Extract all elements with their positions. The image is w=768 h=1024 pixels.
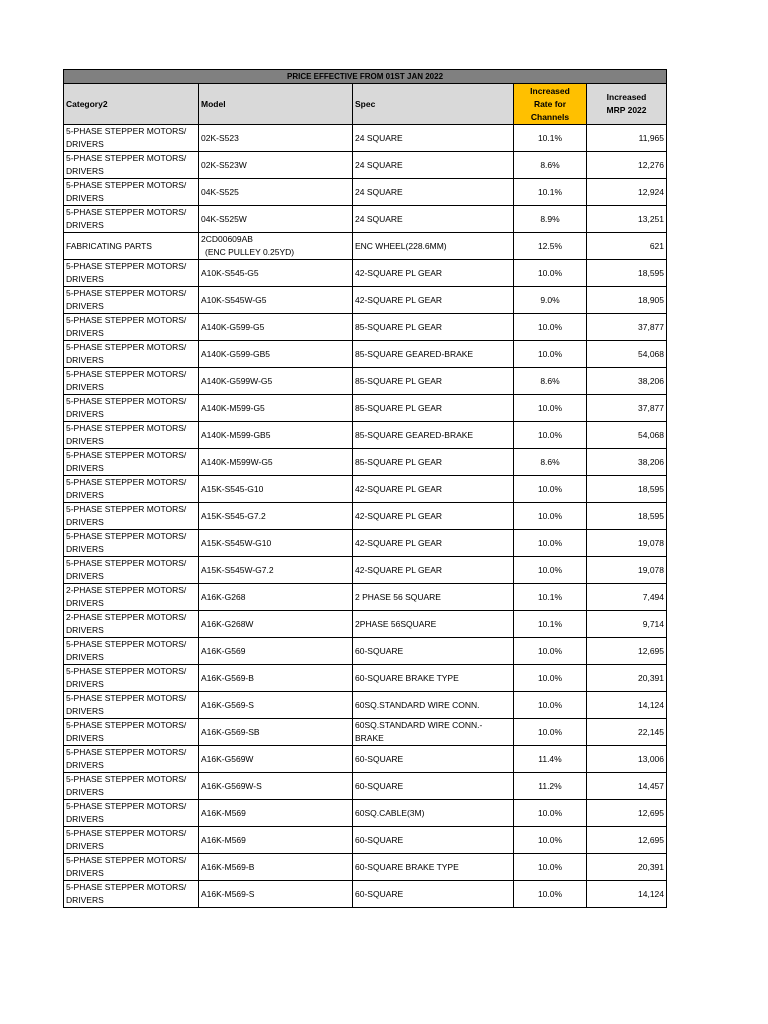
cell-model-text: A16K-M569 bbox=[201, 807, 246, 818]
cell-spec: 42-SQUARE PL GEAR bbox=[353, 557, 514, 584]
cell-rate: 10.0% bbox=[514, 341, 587, 368]
cell-category: 5-PHASE STEPPER MOTORS/ DRIVERS bbox=[64, 827, 199, 854]
cell-model bbox=[199, 179, 353, 206]
table-row bbox=[64, 827, 667, 854]
cell-model-text: A140K-M599W-G5 bbox=[201, 456, 273, 467]
cell-rate: 11.4% bbox=[514, 746, 587, 773]
cell-category: 5-PHASE STEPPER MOTORS/ DRIVERS bbox=[64, 314, 199, 341]
header-rate-line2: Rate for bbox=[533, 98, 567, 109]
cell-category: 5-PHASE STEPPER MOTORS/ DRIVERS bbox=[64, 449, 199, 476]
cell-mrp: 18,905 bbox=[587, 287, 667, 314]
table-row bbox=[64, 368, 667, 395]
table-row bbox=[64, 476, 667, 503]
table-row bbox=[64, 773, 667, 800]
cell-mrp: 22,145 bbox=[587, 719, 667, 746]
cell-spec: 85-SQUARE PL GEAR bbox=[353, 449, 514, 476]
cell-model-sub: (ENC PULLEY 0.25YD) bbox=[205, 247, 295, 257]
cell-spec: 60-SQUARE BRAKE TYPE bbox=[353, 854, 514, 881]
cell-model-text: A140K-M599-G5 bbox=[201, 402, 265, 413]
cell-model-text: A16K-M569-S bbox=[201, 888, 255, 899]
cell-model-text: A16K-M569 bbox=[201, 834, 246, 845]
table-row bbox=[64, 719, 667, 746]
cell-spec: 24 SQUARE bbox=[353, 179, 514, 206]
cell-model bbox=[199, 881, 353, 908]
table-row bbox=[64, 395, 667, 422]
cell-mrp: 54,068 bbox=[587, 422, 667, 449]
cell-mrp: 20,391 bbox=[587, 665, 667, 692]
table-row bbox=[64, 152, 667, 179]
cell-model bbox=[199, 746, 353, 773]
cell-spec: 24 SQUARE bbox=[353, 125, 514, 152]
cell-model bbox=[199, 665, 353, 692]
cell-category: 5-PHASE STEPPER MOTORS/ DRIVERS bbox=[64, 503, 199, 530]
table-row bbox=[64, 233, 667, 260]
cell-mrp: 14,457 bbox=[587, 773, 667, 800]
cell-mrp: 14,124 bbox=[587, 881, 667, 908]
cell-category: 5-PHASE STEPPER MOTORS/ DRIVERS bbox=[64, 557, 199, 584]
cell-mrp: 12,924 bbox=[587, 179, 667, 206]
cell-category: 5-PHASE STEPPER MOTORS/ DRIVERS bbox=[64, 800, 199, 827]
cell-model-text: A16K-G268 bbox=[201, 591, 246, 602]
cell-model-text: A16K-G569W-S bbox=[201, 780, 262, 791]
cell-category: 2-PHASE STEPPER MOTORS/ DRIVERS bbox=[64, 584, 199, 611]
cell-model-text: A15K-S545W-G7.2 bbox=[201, 564, 274, 575]
cell-model bbox=[199, 395, 353, 422]
cell-model-text: A15K-S545-G7.2 bbox=[201, 510, 266, 521]
table-row bbox=[64, 638, 667, 665]
cell-model bbox=[199, 611, 353, 638]
cell-category: 2-PHASE STEPPER MOTORS/ DRIVERS bbox=[64, 611, 199, 638]
cell-model-text: 04K-S525 bbox=[201, 186, 239, 197]
table-row bbox=[64, 665, 667, 692]
table-row bbox=[64, 584, 667, 611]
cell-rate: 10.0% bbox=[514, 638, 587, 665]
cell-category: 5-PHASE STEPPER MOTORS/ DRIVERS bbox=[64, 530, 199, 557]
cell-spec: 85-SQUARE PL GEAR bbox=[353, 368, 514, 395]
table-row bbox=[64, 530, 667, 557]
cell-mrp: 14,124 bbox=[587, 692, 667, 719]
header-increased-rate bbox=[514, 84, 587, 125]
cell-model-text: A16K-G569-S bbox=[201, 699, 254, 710]
cell-model bbox=[199, 152, 353, 179]
cell-mrp: 19,078 bbox=[587, 530, 667, 557]
cell-spec: 2 PHASE 56 SQUARE bbox=[353, 584, 514, 611]
cell-category: 5-PHASE STEPPER MOTORS/ DRIVERS bbox=[64, 719, 199, 746]
cell-category: 5-PHASE STEPPER MOTORS/ DRIVERS bbox=[64, 422, 199, 449]
cell-model bbox=[199, 314, 353, 341]
cell-spec: 60SQ.STANDARD WIRE CONN. bbox=[353, 692, 514, 719]
cell-model bbox=[199, 125, 353, 152]
cell-spec: 24 SQUARE bbox=[353, 206, 514, 233]
cell-rate: 10.0% bbox=[514, 395, 587, 422]
cell-rate: 10.0% bbox=[514, 854, 587, 881]
cell-rate: 10.0% bbox=[514, 260, 587, 287]
cell-model-text: A10K-S545-G5 bbox=[201, 267, 259, 278]
cell-mrp: 7,494 bbox=[587, 584, 667, 611]
cell-category: 5-PHASE STEPPER MOTORS/ DRIVERS bbox=[64, 341, 199, 368]
cell-mrp: 37,877 bbox=[587, 395, 667, 422]
cell-mrp: 13,251 bbox=[587, 206, 667, 233]
cell-mrp: 12,695 bbox=[587, 638, 667, 665]
cell-rate: 10.0% bbox=[514, 530, 587, 557]
cell-model bbox=[199, 233, 353, 260]
table-row bbox=[64, 449, 667, 476]
cell-mrp: 12,695 bbox=[587, 800, 667, 827]
cell-model bbox=[199, 368, 353, 395]
cell-spec: 42-SQUARE PL GEAR bbox=[353, 287, 514, 314]
cell-spec: 60-SQUARE bbox=[353, 773, 514, 800]
cell-category: 5-PHASE STEPPER MOTORS/ DRIVERS bbox=[64, 152, 199, 179]
cell-model-text: 02K-S523W bbox=[201, 159, 247, 170]
cell-category: 5-PHASE STEPPER MOTORS/ DRIVERS bbox=[64, 287, 199, 314]
cell-mrp: 621 bbox=[587, 233, 667, 260]
cell-model-text: A140K-G599W-G5 bbox=[201, 375, 273, 386]
cell-model bbox=[199, 692, 353, 719]
cell-spec: 85-SQUARE PL GEAR bbox=[353, 314, 514, 341]
cell-mrp: 38,206 bbox=[587, 449, 667, 476]
header-spec: Spec bbox=[353, 84, 514, 125]
table-row bbox=[64, 557, 667, 584]
cell-model bbox=[199, 476, 353, 503]
table-row bbox=[64, 206, 667, 233]
cell-rate: 10.0% bbox=[514, 800, 587, 827]
cell-model bbox=[199, 827, 353, 854]
cell-model bbox=[199, 449, 353, 476]
cell-rate: 10.1% bbox=[514, 125, 587, 152]
cell-category: 5-PHASE STEPPER MOTORS/ DRIVERS bbox=[64, 395, 199, 422]
table-row bbox=[64, 125, 667, 152]
cell-category: 5-PHASE STEPPER MOTORS/ DRIVERS bbox=[64, 665, 199, 692]
header-mrp-line1: Increased bbox=[606, 92, 647, 102]
cell-category: 5-PHASE STEPPER MOTORS/ DRIVERS bbox=[64, 854, 199, 881]
header-rate-line3: Channels bbox=[530, 111, 570, 122]
table-header-row bbox=[64, 84, 667, 125]
cell-model bbox=[199, 503, 353, 530]
cell-model bbox=[199, 287, 353, 314]
header-category: Category2 bbox=[64, 84, 199, 125]
table-row bbox=[64, 854, 667, 881]
cell-rate: 10.0% bbox=[514, 314, 587, 341]
cell-mrp: 9,714 bbox=[587, 611, 667, 638]
cell-model bbox=[199, 638, 353, 665]
cell-model bbox=[199, 800, 353, 827]
cell-model bbox=[199, 341, 353, 368]
cell-rate: 8.6% bbox=[514, 449, 587, 476]
cell-rate: 10.0% bbox=[514, 665, 587, 692]
table-row bbox=[64, 611, 667, 638]
cell-spec: 2PHASE 56SQUARE bbox=[353, 611, 514, 638]
table-title: PRICE EFFECTIVE FROM 01ST JAN 2022 bbox=[64, 70, 667, 84]
cell-model bbox=[199, 422, 353, 449]
cell-model-text: A15K-S545W-G10 bbox=[201, 537, 272, 548]
cell-model bbox=[199, 260, 353, 287]
cell-rate: 8.9% bbox=[514, 206, 587, 233]
cell-mrp: 18,595 bbox=[587, 260, 667, 287]
cell-rate: 10.1% bbox=[514, 584, 587, 611]
cell-spec: 60-SQUARE BRAKE TYPE bbox=[353, 665, 514, 692]
cell-spec: 42-SQUARE PL GEAR bbox=[353, 503, 514, 530]
cell-rate: 11.2% bbox=[514, 773, 587, 800]
cell-category: 5-PHASE STEPPER MOTORS/ DRIVERS bbox=[64, 125, 199, 152]
cell-mrp: 12,695 bbox=[587, 827, 667, 854]
price-table bbox=[63, 69, 667, 908]
cell-rate: 10.0% bbox=[514, 476, 587, 503]
cell-spec: 42-SQUARE PL GEAR bbox=[353, 530, 514, 557]
cell-rate: 10.0% bbox=[514, 503, 587, 530]
cell-rate: 8.6% bbox=[514, 152, 587, 179]
table-row bbox=[64, 800, 667, 827]
table-row bbox=[64, 503, 667, 530]
cell-rate: 8.6% bbox=[514, 368, 587, 395]
cell-model bbox=[199, 773, 353, 800]
cell-spec: 42-SQUARE PL GEAR bbox=[353, 476, 514, 503]
cell-mrp: 19,078 bbox=[587, 557, 667, 584]
cell-spec: 85-SQUARE GEARED-BRAKE bbox=[353, 422, 514, 449]
cell-spec: 60-SQUARE bbox=[353, 827, 514, 854]
table-row bbox=[64, 692, 667, 719]
cell-model-text: A16K-G268W bbox=[201, 618, 254, 629]
table-row bbox=[64, 314, 667, 341]
table-row bbox=[64, 422, 667, 449]
cell-model bbox=[199, 530, 353, 557]
cell-mrp: 54,068 bbox=[587, 341, 667, 368]
table-row bbox=[64, 746, 667, 773]
cell-spec: ENC WHEEL(228.6MM) bbox=[353, 233, 514, 260]
cell-model bbox=[199, 557, 353, 584]
cell-mrp: 37,877 bbox=[587, 314, 667, 341]
cell-mrp: 11,965 bbox=[587, 125, 667, 152]
cell-model-text: A140K-G599-GB5 bbox=[201, 348, 270, 359]
cell-category: 5-PHASE STEPPER MOTORS/ DRIVERS bbox=[64, 746, 199, 773]
cell-rate: 10.0% bbox=[514, 719, 587, 746]
cell-category: 5-PHASE STEPPER MOTORS/ DRIVERS bbox=[64, 260, 199, 287]
cell-model-text: A140K-G599-G5 bbox=[201, 321, 265, 332]
header-increased-mrp bbox=[587, 84, 667, 125]
cell-spec: 60-SQUARE bbox=[353, 746, 514, 773]
cell-category: 5-PHASE STEPPER MOTORS/ DRIVERS bbox=[64, 638, 199, 665]
cell-model bbox=[199, 719, 353, 746]
cell-model bbox=[199, 584, 353, 611]
cell-mrp: 18,595 bbox=[587, 503, 667, 530]
cell-category: 5-PHASE STEPPER MOTORS/ DRIVERS bbox=[64, 476, 199, 503]
cell-category: 5-PHASE STEPPER MOTORS/ DRIVERS bbox=[64, 881, 199, 908]
cell-mrp: 18,595 bbox=[587, 476, 667, 503]
cell-rate: 10.1% bbox=[514, 179, 587, 206]
cell-model-text: 04K-S525W bbox=[201, 213, 247, 224]
header-rate-line1: Increased bbox=[530, 85, 570, 96]
cell-mrp: 38,206 bbox=[587, 368, 667, 395]
cell-spec: 42-SQUARE PL GEAR bbox=[353, 260, 514, 287]
table-body bbox=[64, 125, 667, 908]
cell-model-text: A16K-G569-B bbox=[201, 672, 254, 683]
table-row bbox=[64, 179, 667, 206]
cell-rate: 10.1% bbox=[514, 611, 587, 638]
cell-mrp: 12,276 bbox=[587, 152, 667, 179]
table-row bbox=[64, 260, 667, 287]
table-row bbox=[64, 341, 667, 368]
cell-model-text: A140K-M599-GB5 bbox=[201, 429, 271, 440]
cell-category: 5-PHASE STEPPER MOTORS/ DRIVERS bbox=[64, 368, 199, 395]
cell-rate: 10.0% bbox=[514, 692, 587, 719]
cell-category: 5-PHASE STEPPER MOTORS/ DRIVERS bbox=[64, 773, 199, 800]
cell-category: 5-PHASE STEPPER MOTORS/ DRIVERS bbox=[64, 692, 199, 719]
cell-rate: 12.5% bbox=[514, 233, 587, 260]
cell-model-text: A16K-M569-B bbox=[201, 861, 255, 872]
cell-model-text: 02K-S523 bbox=[201, 132, 239, 143]
cell-spec: 60-SQUARE bbox=[353, 638, 514, 665]
cell-model bbox=[199, 854, 353, 881]
table-row bbox=[64, 881, 667, 908]
cell-category: FABRICATING PARTS bbox=[64, 233, 199, 260]
cell-category: 5-PHASE STEPPER MOTORS/ DRIVERS bbox=[64, 206, 199, 233]
cell-mrp: 13,006 bbox=[587, 746, 667, 773]
cell-rate: 10.0% bbox=[514, 557, 587, 584]
cell-rate: 10.0% bbox=[514, 422, 587, 449]
cell-model-text: 2CD00609AB bbox=[201, 234, 253, 244]
cell-rate: 10.0% bbox=[514, 881, 587, 908]
cell-spec: 24 SQUARE bbox=[353, 152, 514, 179]
cell-model-text: A16K-G569W bbox=[201, 753, 254, 764]
cell-spec: 85-SQUARE GEARED-BRAKE bbox=[353, 341, 514, 368]
cell-rate: 10.0% bbox=[514, 827, 587, 854]
cell-model-text: A16K-G569 bbox=[201, 645, 246, 656]
header-mrp-line2: MRP 2022 bbox=[606, 105, 647, 115]
cell-spec: 85-SQUARE PL GEAR bbox=[353, 395, 514, 422]
cell-spec: 60SQ.CABLE(3M) bbox=[353, 800, 514, 827]
cell-rate: 9.0% bbox=[514, 287, 587, 314]
cell-model-text: A15K-S545-G10 bbox=[201, 483, 264, 494]
cell-mrp: 20,391 bbox=[587, 854, 667, 881]
cell-model bbox=[199, 206, 353, 233]
header-model: Model bbox=[199, 84, 353, 125]
cell-spec: 60SQ.STANDARD WIRE CONN.-BRAKE bbox=[353, 719, 514, 746]
table-row bbox=[64, 287, 667, 314]
cell-category: 5-PHASE STEPPER MOTORS/ DRIVERS bbox=[64, 179, 199, 206]
cell-spec: 60-SQUARE bbox=[353, 881, 514, 908]
cell-model-text: A10K-S545W-G5 bbox=[201, 294, 267, 305]
cell-model-text: A16K-G569-SB bbox=[201, 726, 260, 737]
table-title-row bbox=[64, 70, 667, 84]
